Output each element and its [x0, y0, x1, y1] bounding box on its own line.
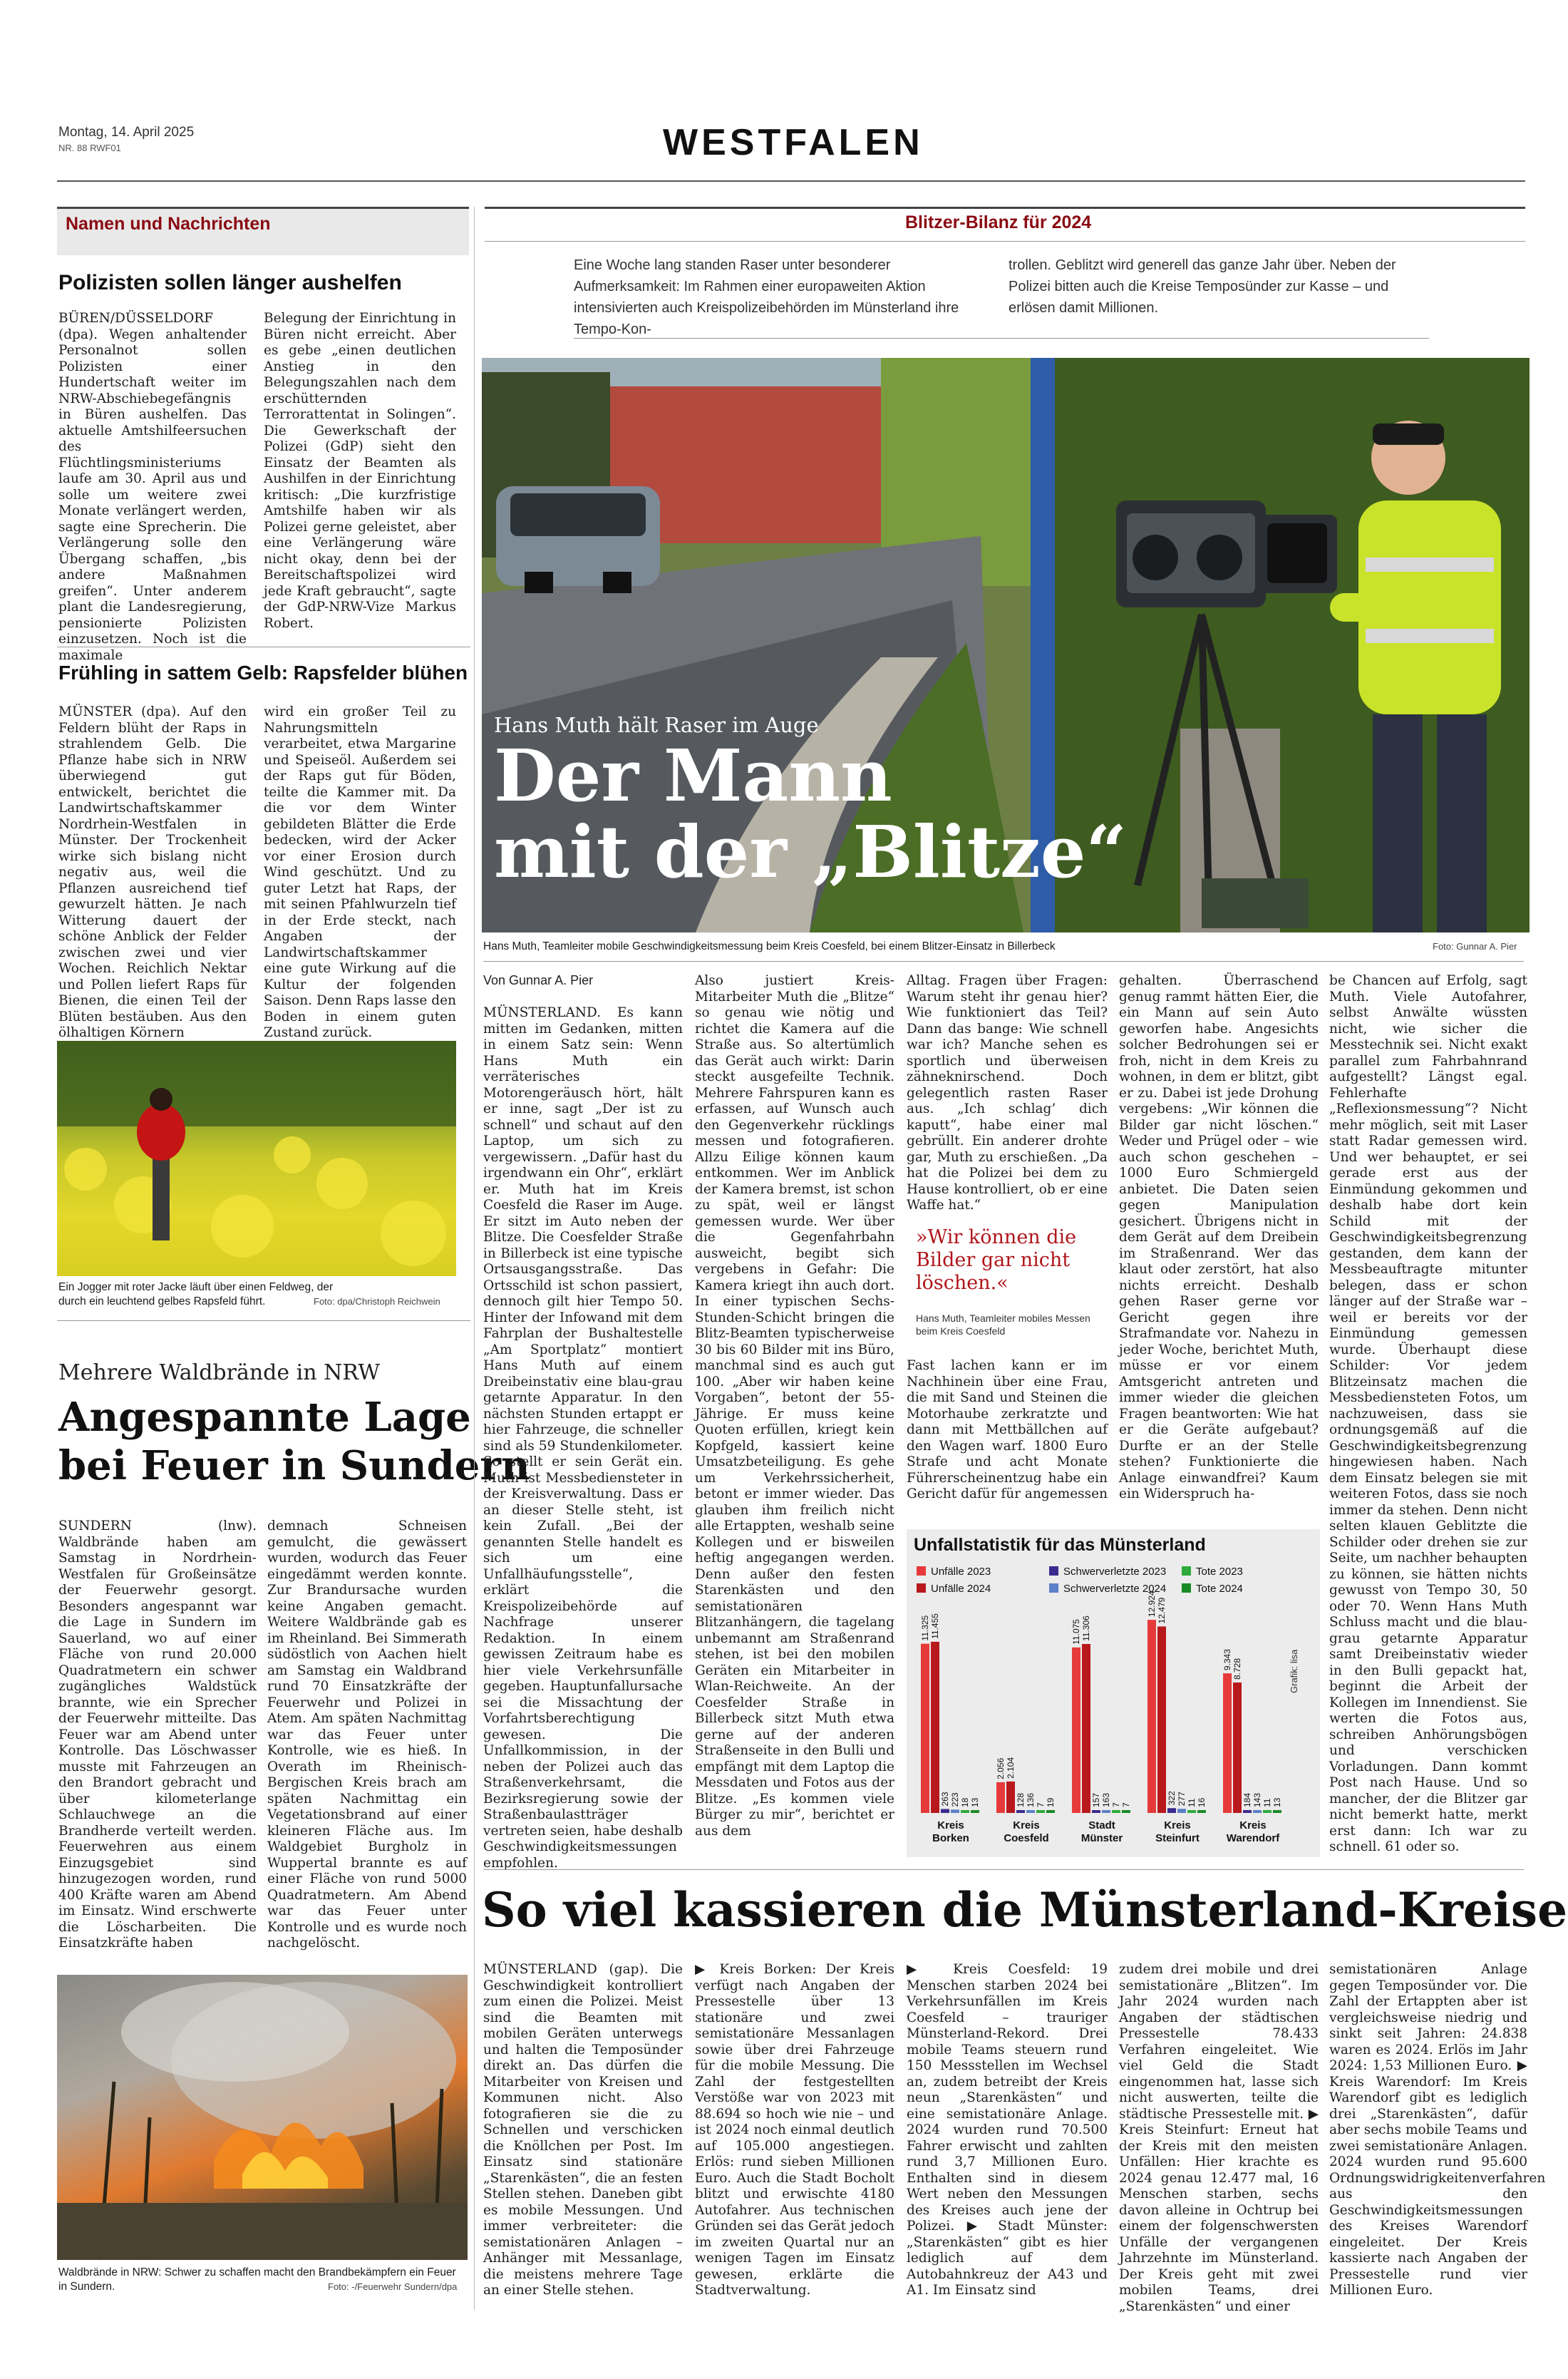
- story-col5: be Chancen auf Erfolg, sagt Muth. Viele Autofahrer, selbst Anwälte wüssten nicht, wie sicher die Messtechnik sei. Nicht exakt parallel zum Fahrbahnrand aufgestellt? Längst egal. Fehlerhafte „Reflexionsmessung“? Nicht mehr möglich, seit mit Laser statt Radar gemessen wird. Und wer behauptet, er sei gerade erst aus der Einmündung gekommen und deshalb habe dort kein Schild mit der Geschwindigkeitsbegrenzung gestanden, dem kann der Messbeauftragte mitunter belegen, dass er schon länger auf der Straße war – weil er bereits vor der Einmündung gemessen wurde. Überhaupt diese Schilder: Vor jedem Blitzeinsatz machen die Messbediensteten Fotos, um nachzuweisen, dass sie ordnungsgemäß auf die Geschwindigkeitsbegrenzung hingewiesen haben. Nach dem Einsatz belegen sie mit weiteren Fotos, dass sie noch immer da stehen. Denn nicht selten klauen Geblitzte die Schilder oder drehen sie zur Seite, um nachher behaupten zu können, sie hätten nichts gewusst von Tempo 30, 50 oder 70. Wenn Hans Muth Schluss macht und die blau-grau getarnte Apparatur samt Dreibeinstativ wieder in den Bulli gepackt hat, beginnt die Arbeit der Kollegen im Innendienst. Sie werten die Fotos aus, schreiben Anhörungsbögen und verschicken Vorladungen. Dann kommt Post nach Hause. Und so mancher, der die Blitzer gar nicht bemerkt hatte, merkt erst dann: Ich war zu schnell. 61 oder so.: [1329, 973, 1527, 1854]
- bar-value-label: 223: [950, 1792, 960, 1807]
- legend-swatch: [917, 1583, 926, 1593]
- bar: [941, 1809, 949, 1813]
- photo-credit: Foto: Gunnar A. Pier: [1433, 941, 1517, 952]
- article-polizisten-col1: BÜREN/DÜSSELDORF (dpa). Wegen anhaltender Personalnot sollen Polizisten einer Hundertschaft weiter im NRW-Abschiebegefängnis in Büren aushelfen. Das aktuelle Amtshilfeersuchen des Flüchtlingsministeriums laufe am 30. April aus und solle um weitere zwei Monate verlängert werden, sagte eine Sprecherin. Die Verlängerung solle den Übergang schaffen, „bis andere Maßnahmen greifen“. Unter anderem plant die Landesregierung, pensionierte Polizisten einzusetzen. Noch ist die maximale: [58, 311, 247, 663]
- rubric-label: Namen und Nachrichten: [66, 214, 271, 234]
- bar: [1243, 1810, 1252, 1813]
- article-waldbrand-col2: demnach Schneisen gemulcht, die gewässert wurden, wodurch das Feuer eingedämmt werden konnte. Zur Brandursache wurden keine Angaben gemacht. Weitere Waldbrände gab es im Rheinland. Bei Simmerath südöstlich von Aachen hielt am Samstag ein Waldbrand rund 70 Einsatzkräfte der Feuerwehr und Polizei in Atem. Am späten Nachmittag war das Feuer unter Kontrolle, wie es hieß. In Overath im Rheinisch-Bergischen Kreis brach am späten Nachmittag ein Vegetationsbrand auf einer kleineren Fläche aus. Im Waldgebiet Burgholz in Wuppertal brannte es auf einer Fläche von rund 5000 Quadratmetern. Am Abend war das Feuer unter Kontrolle und es wurde noch nachgelöscht.: [267, 1519, 467, 1951]
- caption-raps: Ein Jogger mit roter Jacke läuft über einen Feldweg, der durch ein leuchtend gelbes Rapsfeld führt.: [58, 1281, 334, 1307]
- category-label: Kreis: [1239, 1819, 1267, 1831]
- photo-kicker: Hans Muth hält Raser im Auge: [494, 713, 819, 737]
- fire-illustration: [57, 1975, 468, 2260]
- issue-number: NR. 88 RWF01: [58, 143, 121, 153]
- bar: [1082, 1644, 1090, 1813]
- bar: [1072, 1648, 1080, 1813]
- bar-value-label: 18: [960, 1797, 970, 1807]
- chart-title: Unfallstatistik für das Münsterland: [914, 1535, 1206, 1555]
- chart-box: [907, 1529, 1320, 1857]
- bar-value-label: 277: [1177, 1792, 1187, 1807]
- bar-value-label: 19: [1046, 1797, 1056, 1807]
- article-raps-col2: wird ein großer Teil zu Nahrungsmitteln verarbeitet, etwa Margarine und Speiseöl. Außerdem sei der Raps gut für Böden, teilte die Kammer mit. Da die vor dem Winter gebildeten Blätter die Erde bedecken, wird der Acker vor einer Erosion durch Wind geschützt. Und zu guter Letzt hat Raps, der mit seinen Pfahlwurzeln tief in der Erde steckt, nach Angaben der Landwirtschaftskammer eine gute Wirkung auf die Kultur der folgenden Saison. Denn Raps lasse den Boden in einem guten Zustand zurück.: [264, 704, 456, 1040]
- bar: [971, 1810, 979, 1813]
- photo-waldbrand: [57, 1975, 468, 2260]
- bar-value-label: 136: [1026, 1792, 1036, 1807]
- bar: [1036, 1810, 1045, 1813]
- bar: [1273, 1810, 1281, 1813]
- bar: [1122, 1810, 1130, 1813]
- pull-quote: »Wir können die Bilder gar nicht löschen.«: [916, 1226, 1077, 1294]
- bar: [996, 1782, 1005, 1813]
- bar-value-label: 11.455: [930, 1613, 940, 1639]
- bar: [1223, 1673, 1232, 1813]
- headline-waldbrand-2: bei Feuer in Sundern: [58, 1442, 530, 1489]
- chart-bars: [920, 1591, 1282, 1813]
- photo-headline-2: mit der „Blitze“: [494, 810, 1127, 894]
- photo-caption: Hans Muth, Teamleiter mobile Geschwindigkeitsmessung beim Kreis Coesfeld, bei einem Blitzer-Einsatz in Billerbeck: [483, 940, 1056, 952]
- bar-value-label: 12.924: [1147, 1591, 1157, 1618]
- bar: [1026, 1810, 1035, 1813]
- bar: [1157, 1626, 1166, 1813]
- category-label: Steinfurt: [1155, 1832, 1200, 1844]
- credit-raps: Foto: dpa/Christoph Reichwein: [314, 1296, 440, 1307]
- chart-legend: [917, 1566, 1243, 1595]
- legend-label: Schwerverletzte 2023: [1063, 1566, 1167, 1578]
- bar: [921, 1644, 929, 1813]
- bar-value-label: 13: [970, 1797, 980, 1807]
- category-label: Kreis: [937, 1819, 964, 1831]
- bar: [1263, 1810, 1272, 1813]
- jogger-illustration: [57, 1041, 456, 1276]
- story-col2: Also justiert Kreis-Mitarbeiter Muth die „Blitze“ so genau wie nötig und richtet die Kamera auf die Straße aus. So altertümlich das Gerät auch wirkt: Darin steckt ausgefeilte Technik. Mehrere Fahrspuren kann es erfassen, auf Wunsch auch den Gegenverkehr rücklings messen und fotografieren. Allzu Eilige können kaum entkommen. Wer im Anblick der Kamera bremst, ist schon zu spät, weil er längst gemessen wurde. Wer über die Gegenfahrbahn ausweicht, begibt sich vergebens in Gefahr: Die Kamera kriegt ihn auch dort. In einer typischen Sechs-Stunden-Schicht bringen die Blitz-Beamten typischerweise 30 bis 60 Bilder mit ins Büro, manchmal sind es auch gut 100. „Aber wir haben keine Vorgaben“, betont der 55-Jährige. Er muss keine Quoten erfüllen, kriegt kein Kopfgeld, kassiert keine Umsatzbeteiligung. Es gehe um Verkehrssicherheit, betont er immer wieder. Das glauben ihm freilich nicht alle Ertappten, weshalb seine Kollegen und er bisweilen heftig angegangen werden. Denn außer den festen Starenkästen und den semistationären Blitzanhängern, die tagelang unbemannt am Straßenrand stehen, ist bei den mobilen Geräten ein Mitarbeiter in Wlan-Reichweite. An der Coesfelder Straße in Billerbeck sitzt Muth etwa gerne auf der anderen Straßenseite in den Bulli und empfängt mit dem Laptop die Messdaten und Fotos aus der Blitze. „Es kommen viele Bürger zu mir“, berichtet er aus dem: [695, 973, 894, 1839]
- caption-waldbrand: Waldbrände in NRW: Schwer zu schaffen macht den Brandbekämpfern ein Feuer in Sundern.: [58, 2266, 456, 2293]
- story-col3b: Fast lachen kann er im Nachhinein über eine Frau, die mit Sand und Steinen die Motorhaube zerkratzte und dann mit Mettbällchen auf den Wagen warf. 1800 Euro Strafe und acht Monate Führerscheinentzug habe ein Gericht dafür für angemessen: [907, 1358, 1108, 1501]
- article-raps-col1: MÜNSTER (dpa). Auf den Feldern blüht der Raps in strahlendem Gelb. Die Pflanze habe sich in NRW überwiegend gut entwickelt, berichtet die Landwirtschaftskammer Nordrhein-Westfalen in Münster. Der Trockenheit wirke sich bislang nicht negativ aus, weil die Pflanzen ausreichend tief gewurzelt hätten. Je nach Witterung dauert der schöne Anblick der Felder zwischen zwei und vier Wochen. Reichlich Nektar und Pollen liefert Raps für Bienen, die einen Teil der Blüten bestäuben. Aus den ölhaltigen Körnern: [58, 704, 247, 1040]
- bar-value-label: 7: [1036, 1802, 1046, 1807]
- bottom-col3: ▶ Kreis Coesfeld: 19 Menschen starben 2024 bei Verkehrsunfällen im Kreis Coesfeld – trauriger Münsterland-Rekord. Drei mobile Teams steuern rund 150 Messstellen im Wechsel an, zudem betreibt der Kreis neun „Starenkästen“ und eine semistationäre Anlage. 2024 wurden rund 70.500 Fahrer erwischt und zahlten rund 3,7 Millionen Euro. Enthalten sind in diesem Wert neben den Messungen des Kreises auch jene der Polizei. ▶ Stadt Münster: „Starenkästen“ gibt es hier lediglich auf dem Autobahnkreuz der A43 und A1. Im Einsatz sind: [907, 1962, 1108, 2298]
- bar-value-label: 2.056: [996, 1757, 1006, 1779]
- bar: [1147, 1620, 1156, 1813]
- main-rubric: Blitzer-Bilanz für 2024: [905, 212, 1092, 232]
- legend-swatch: [1182, 1566, 1191, 1576]
- bar-value-label: 12.479: [1157, 1597, 1167, 1624]
- category-label: Warendorf: [1226, 1832, 1280, 1844]
- column-divider: [474, 207, 475, 2310]
- rule: [574, 338, 1429, 339]
- bar-value-label: 11.306: [1081, 1615, 1091, 1641]
- category-label: Münster: [1080, 1832, 1123, 1844]
- bar-value-label: 11: [1262, 1798, 1272, 1807]
- legend-label: Unfälle 2024: [931, 1583, 991, 1595]
- bar: [1102, 1810, 1110, 1813]
- bar: [931, 1642, 939, 1813]
- bar: [951, 1809, 959, 1813]
- chart-source: Grafik: lisa: [1289, 1649, 1299, 1693]
- chart-categories: [932, 1819, 1280, 1844]
- bar-value-label: 263: [940, 1792, 950, 1807]
- bar: [1253, 1810, 1262, 1813]
- rule: [483, 961, 1524, 962]
- byline: Von Gunnar A. Pier: [483, 973, 594, 987]
- bar: [1187, 1810, 1196, 1813]
- issue-date: Montag, 14. April 2025: [58, 125, 195, 140]
- headline-waldbrand-1: Angespannte Lage: [58, 1394, 471, 1441]
- bottom-col1: MÜNSTERLAND (gap). Die Geschwindigkeit kontrolliert zum einen die Polizei. Meist sind die Beamten mit mobilen Geräten unterwegs und halten die Temposünder direkt an. Das dürfen die Mitarbeiter von Kreisen und Kommunen nicht. Also fotografieren sie die zu Schnellen und verschicken die Knöllchen per Post. Im Einsatz sind stationäre „Starenkästen“, die an festen Stellen stehen. Daneben gibt es mobile Messungen. Und immer verbreiteter: die semistationären Anlagen – Anhänger mit Messanlage, die meistens mehrere Tage an einer Stelle stehen.: [483, 1962, 683, 2298]
- headline-raps: Frühling in sattem Gelb: Rapsfelder blühen: [58, 662, 468, 684]
- bar: [1092, 1810, 1100, 1813]
- bar-value-label: 163: [1101, 1792, 1111, 1807]
- category-label: Kreis: [1013, 1819, 1040, 1831]
- legend-swatch: [1182, 1583, 1191, 1593]
- bar-value-label: 322: [1167, 1791, 1177, 1806]
- legend-label: Schwerverletzte 2024: [1063, 1583, 1167, 1595]
- bar: [1112, 1810, 1120, 1813]
- teaser-left: Eine Woche lang standen Raser unter besonderer Aufmerksamkeit: Im Rahmen einer europaweiten Aktion intensivierten auch Kreispolizeibehörden im Münsterland ihre Tempo-Kon-: [574, 257, 959, 337]
- legend-swatch: [917, 1566, 926, 1576]
- story-col3: Alltag. Fragen über Fragen: Warum steht ihr genau hier? Wie funktioniert das Teil? Dann das bange: Wie schnell war ich? Manche sehen es sportlich und überweisen zähneknirschend. Doch gelegentlich rasten Raser aus. „Ich schlag’ dich kaputt“, habe einer mal gebrüllt. Ein anderer drohte gar, Muth zu erschießen. „Da hat die Polizei bei dem zu Hause kontrolliert, ob er eine Waffe hat.“: [907, 973, 1108, 1213]
- photo-rapsfeld: [57, 1041, 456, 1276]
- pull-quote-source: Hans Muth, Teamleiter mobiles Messen beim Kreis Coesfeld: [916, 1312, 1090, 1337]
- bar-value-label: 7: [1121, 1802, 1131, 1807]
- bar: [1016, 1810, 1025, 1813]
- bar-value-label: 2.104: [1006, 1757, 1016, 1779]
- story-col4: gehalten. Überraschend genug rammt hätten Eier, die ein Mann auf sein Auto geworfen habe. Angesichts solcher Bedrohungen sei er froh, nicht in dem Kreis zu wohnen, in dem er blitzt, gibt er zu. Dabei ist jede Drohung vergebens: „Wir können die Bilder gar nicht löschen.“ Weder und Prügel oder – wie auch schon geschehen – 1000 Euro Schmiergeld anbietet. Die Daten seien gegen Manipulation gesichert. Übrigens nicht in dem Gerät auf dem Dreibein im Straßenrand. Wer das klaut oder zerstört, hat also nichts erreicht. Deshalb gehen Raser gerne vor Gericht gegen ihre Strafmandate vor. Nahezu in jeder Woche, berichtet Muth, müsse er vor einem Amtsgericht antreten und immer wieder die gleichen Fragen beantworten: Wie hat er die Geräte aufgebaut? Durfte er an der Stelle stehen? Funktionierte die Anlage einwandfrei? Kaum ein Widerspruch ha-: [1119, 973, 1319, 1501]
- rule: [485, 241, 1525, 242]
- section-title: WESTFALEN: [663, 122, 924, 163]
- bar: [1046, 1810, 1055, 1813]
- bottom-headline: So viel kassieren die Münsterland-Kreise: [482, 1882, 1568, 1938]
- bar: [1177, 1809, 1186, 1813]
- rule: [483, 1869, 1524, 1870]
- bar: [1167, 1808, 1176, 1813]
- bar-value-label: 157: [1091, 1792, 1101, 1807]
- bar: [1233, 1682, 1242, 1813]
- story-col1: MÜNSTERLAND. Es kann mitten im Gedanken, mitten in einem Satz sein: Wenn Hans Muth ein verräterisches Motorengeräusch hört, hält er inne, sagt „Der ist zu schnell“ und schaut auf den Laptop, um sich zu vergewissern. „Dafür hast du irgendwann ein Ohr“, erklärt er. Muth hat im Kreis Coesfeld die Raser im Auge. Er sitzt im Auto neben der Blitze. Die Coesfelder Straße in Billerbeck ist eine typische Ortsausgangsstraße. Das Ortsschild ist schon passiert, dennoch gilt hier Tempo 50. Hinter der Infowand mit dem Fahrplan der Bushaltestelle „Am Sportplatz“ montiert Hans Muth auf einem Dreibeinstativ eine blau-grau getarnte Apparatur. In den nächsten Stunden ertappt er hier Fahrzeuge, die schneller sind als 59 Stundenkilometer. So stellt er sein Gerät ein. Muth ist Messbediensteter in der Kreisverwaltung. Dass er an dieser Stelle steht, ist kein Zufall. „Bei der genannten Stelle handelt es sich um eine Unfallhäufungsstelle“, erklärt die Kreispolizeibehörde auf Nachfrage unserer Redaktion. In einem gewissen Zeitraum habe es hier viele Verkehrsunfälle gegeben. Hauptunfallursache sei die Missachtung der Vorfahrtsberechtigung gewesen. Die Unfallkommission, in der neben der Polizei auch das Straßenverkehrsamt, die Bezirksregierung sowie der Straßenbaulastträger vertreten seien, habe deshalb Geschwindigkeitsmessungen empfohlen.: [483, 1005, 683, 1871]
- bottom-col2: ▶ Kreis Borken: Der Kreis verfügt nach Angaben der Pressestelle über 13 stationäre und zwei semistationäre Messanlagen sowie über drei Fahrzeuge für die mobile Messung. Die Zahl der festgestellten Verstöße war von 2023 mit 88.694 so hoch wie nie – und ist 2024 noch einmal deutlich auf 105.000 angestiegen. Erlös: rund sieben Millionen Euro. Auch die Stadt Bocholt blitzt und erwischte 4180 Autofahrer. Aus technischen Gründen sei das Gerät jedoch im zweiten Quartal nur an wenigen Tagen im Einsatz gewesen, erklärte die Stadtverwaltung.: [695, 1962, 894, 2298]
- masthead-rule: [57, 180, 1525, 182]
- bar-value-label: 143: [1252, 1792, 1262, 1807]
- category-label: Stadt: [1088, 1819, 1115, 1831]
- unfallstatistik-chart: [907, 1529, 1320, 1857]
- kicker-waldbrand: Mehrere Waldbrände in NRW: [58, 1360, 381, 1385]
- category-label: Coesfeld: [1004, 1832, 1049, 1844]
- bar-value-label: 13: [1272, 1797, 1282, 1807]
- bar-value-label: 9.343: [1222, 1649, 1232, 1671]
- bar-value-label: 11.325: [920, 1615, 930, 1641]
- legend-swatch: [1049, 1566, 1058, 1576]
- bar: [961, 1810, 969, 1813]
- bottom-col5: semistationären Anlage gegen Temposünder vor. Die Zahl der Ertappten aber ist vergleichsweise niedrig und sinkt seit Jahren: 24.838 waren es 2024. Erlös im Jahr 2024: 1,53 Millionen Euro. ▶ Kreis Warendorf: Im Kreis Warendorf gibt es lediglich drei „Starenkästen“, dafür aber sechs mobile Teams und zwei semistationäre Anlagen. 2024 wurden rund 95.600 Ordnungswidrigkeitenverfahren aus den Geschwindigkeitsmessungen des Kreises Warendorf eingeleitet. Der Kreis kassierte nach Angaben der Pressestelle rund vier Millionen Euro.: [1329, 1962, 1546, 2298]
- legend-label: Unfälle 2023: [931, 1566, 991, 1578]
- bottom-col4: zudem drei mobile und drei semistationäre „Blitzen“. Im Jahr 2024 wurden nach Angaben der städtischen Pressestelle 78.433 Verfahren eingeleitet. Wie viel Geld die Stadt eingenommen hat, lasse sich nicht auswerten, teilte die städtische Pressestelle mit. ▶ Kreis Steinfurt: Erneut hat der Kreis mit den meisten Unfällen: Hier krachte es 2024 genau 12.477 mal, 16 Menschen starben, sechs davon alleine in Ochtrup bei einem der folgenschwersten Unfälle der vergangenen Jahrzehnte im Münsterland. Der Kreis geht mit zwei mobilen Teams, drei „Starenkästen“ und einer: [1119, 1962, 1319, 2314]
- credit-waldbrand: Foto: -/Feuerwehr Sundern/dpa: [328, 2281, 458, 2292]
- main-rubric-rule: [485, 207, 1525, 209]
- article-waldbrand-col1: SUNDERN (lnw). Waldbrände haben am Samstag in Nordrhein-Westfalen für Großeinsätze der Feuerwehr gesorgt. Besonders angespannt war die Lage in Sundern im Sauerland, wo auf einer Fläche von rund 20.000 Quadratmetern ein schwer zugängliches Waldstück brannte, wie ein Sprecher der Feuerwehr mitteilte. Das Feuer war am Abend unter Kontrolle. Das Löschwasser musste mit Fahrzeugen an den Brandort gebracht und über kilometerlange Schlauchwege an die Brandherde verteilt werden. Feuerwehren aus einem Einzugsgebiet sind hinzugezogen worden, rund 400 Kräfte waren am Abend im Einsatz. Wind erschwerte die Löscharbeiten. Die Einsatzkräfte haben: [58, 1519, 257, 1951]
- legend-swatch: [1049, 1583, 1058, 1593]
- category-label: Borken: [932, 1832, 969, 1844]
- bar-value-label: 128: [1016, 1792, 1026, 1807]
- bar-value-label: 184: [1242, 1792, 1252, 1807]
- teaser-right: trollen. Geblitzt wird generell das ganze Jahr über. Neben der Polizei bitten auch die Kreise Temposünder zur Kasse – und erlösen damit Millionen.: [1009, 257, 1396, 316]
- legend-label: Tote 2023: [1196, 1566, 1243, 1578]
- bar-value-label: 11: [1187, 1798, 1197, 1807]
- headline-polizisten: Polizisten sollen länger aushelfen: [58, 271, 402, 294]
- photo-headline-1: Der Mann: [494, 734, 892, 818]
- bar-value-label: 7: [1111, 1802, 1121, 1807]
- article-polizisten-col2: Belegung der Einrichtung in Büren nicht erreicht. Aber es gebe „einen deutlichen Anstieg in den Belegungszahlen nach dem erschütternden Terrorattentat in Solingen“. Die Gewerkschaft der Polizei (GdP) sieht den Einsatz der Beamten als Aushilfen in der Einrichtung kritisch: „Die kurzfristige Amtshilfe haben wir als Polizei gerne geleistet, aber eine Verlängerung wäre nicht okay, denn bei der Bereitschaftspolizei wird jede Kraft gebraucht“, sagte der GdP-NRW-Vize Markus Robert.: [264, 311, 456, 631]
- category-label: Kreis: [1164, 1819, 1191, 1831]
- bar-value-label: 16: [1197, 1797, 1207, 1807]
- legend-label: Tote 2024: [1196, 1583, 1243, 1595]
- bar: [1006, 1782, 1015, 1813]
- bar-value-label: 11.075: [1071, 1619, 1081, 1645]
- divider: [57, 1320, 470, 1321]
- bar: [1197, 1810, 1206, 1813]
- bar-value-label: 8.728: [1232, 1658, 1242, 1680]
